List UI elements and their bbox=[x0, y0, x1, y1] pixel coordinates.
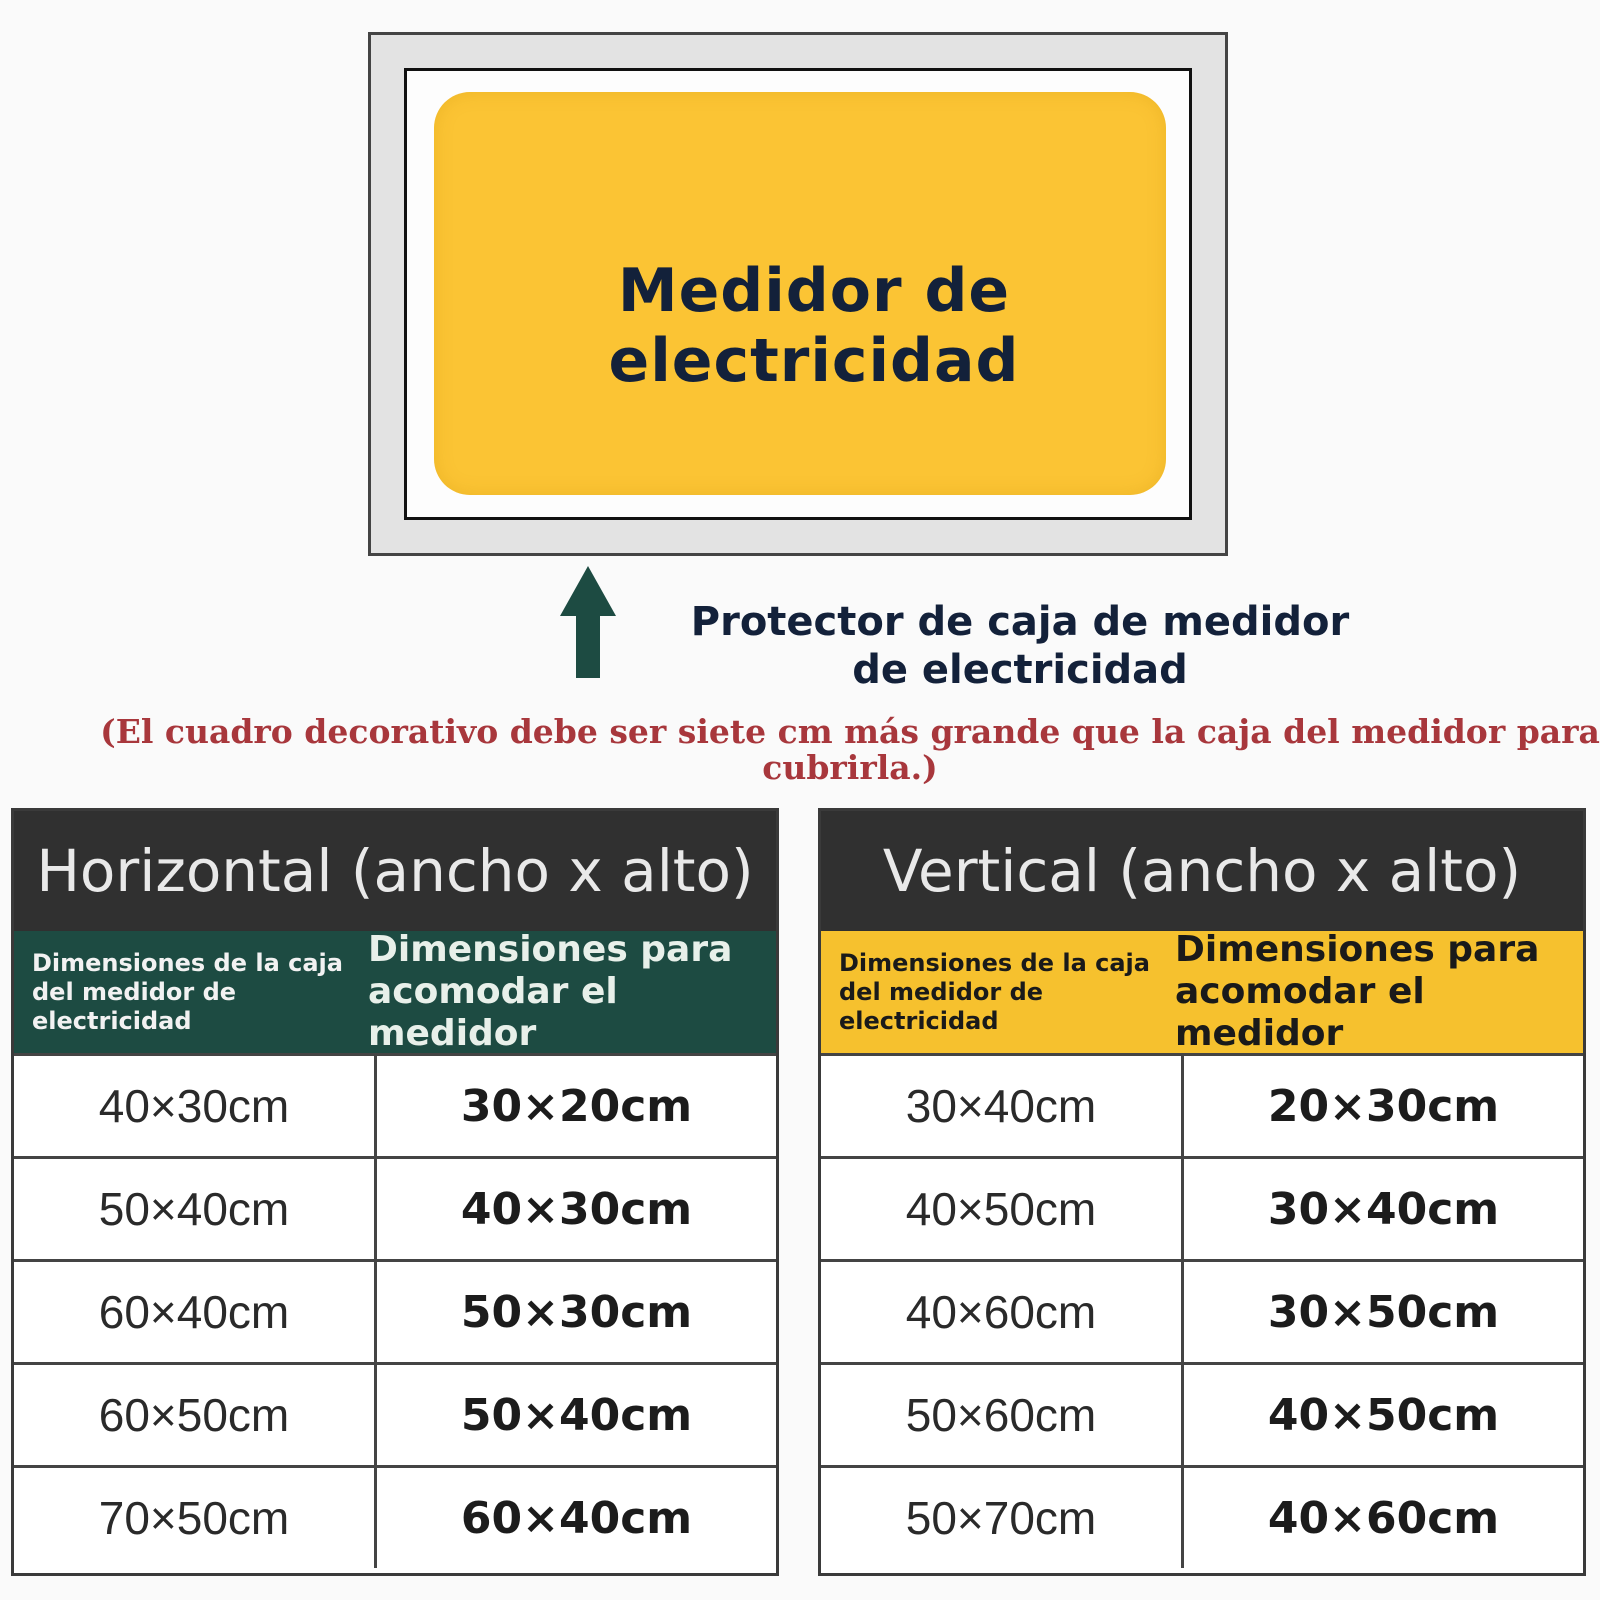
table-row bbox=[821, 1465, 1583, 1568]
table-row bbox=[14, 1259, 776, 1362]
protector-caption: Protector de caja de medidor de electricidad bbox=[690, 599, 1350, 693]
fit-size-cell: 30×20cm bbox=[460, 1080, 693, 1132]
horizontal-size-table bbox=[11, 808, 779, 1576]
table-row bbox=[821, 1053, 1583, 1156]
box-size-cell: 40×60cm bbox=[821, 1262, 1184, 1362]
meter-label: Medidor de electricidad bbox=[608, 256, 1020, 396]
fit-size-cell: 20×30cm bbox=[1267, 1080, 1500, 1132]
table-title: Horizontal (ancho x alto) bbox=[14, 811, 776, 931]
fit-size-cell: 30×40cm bbox=[1267, 1183, 1500, 1235]
fit-size-cell: 40×60cm bbox=[1267, 1492, 1500, 1544]
arrow-up-icon bbox=[560, 566, 616, 678]
vertical-size-table bbox=[818, 808, 1586, 1576]
table-row bbox=[14, 1362, 776, 1465]
fit-size-cell: 60×40cm bbox=[460, 1492, 693, 1544]
box-size-cell: 70×50cm bbox=[14, 1468, 377, 1568]
box-size-cell: 60×40cm bbox=[14, 1262, 377, 1362]
box-size-cell: 40×30cm bbox=[14, 1056, 377, 1156]
table-row bbox=[14, 1053, 776, 1156]
fit-size-cell: 40×30cm bbox=[460, 1183, 693, 1235]
table-row bbox=[821, 1156, 1583, 1259]
fit-size-cell: 50×40cm bbox=[460, 1389, 693, 1441]
column-header-fit: Dimensiones para acomodar el medidor bbox=[1175, 929, 1540, 1054]
table-row bbox=[14, 1465, 776, 1568]
table-row bbox=[14, 1156, 776, 1259]
box-size-cell: 30×40cm bbox=[821, 1056, 1184, 1156]
column-header-fit: Dimensiones para acomodar el medidor bbox=[368, 929, 733, 1054]
table-header bbox=[14, 931, 776, 1053]
column-header-box: Dimensiones de la caja del medidor de electricidad bbox=[32, 948, 343, 1035]
fit-size-cell: 40×50cm bbox=[1267, 1389, 1500, 1441]
size-note: (El cuadro decorativo debe ser siete cm más grande que la caja del medidor para cubrirla.) bbox=[100, 712, 1600, 787]
table-row bbox=[821, 1259, 1583, 1362]
box-size-cell: 50×70cm bbox=[821, 1468, 1184, 1568]
table-row bbox=[821, 1362, 1583, 1465]
table-header bbox=[821, 931, 1583, 1053]
box-size-cell: 60×50cm bbox=[14, 1365, 377, 1465]
fit-size-cell: 30×50cm bbox=[1267, 1286, 1500, 1338]
column-header-box: Dimensiones de la caja del medidor de electricidad bbox=[839, 948, 1150, 1035]
box-size-cell: 40×50cm bbox=[821, 1159, 1184, 1259]
box-size-cell: 50×40cm bbox=[14, 1159, 377, 1259]
box-size-cell: 50×60cm bbox=[821, 1365, 1184, 1465]
table-title: Vertical (ancho x alto) bbox=[821, 811, 1583, 931]
fit-size-cell: 50×30cm bbox=[460, 1286, 693, 1338]
